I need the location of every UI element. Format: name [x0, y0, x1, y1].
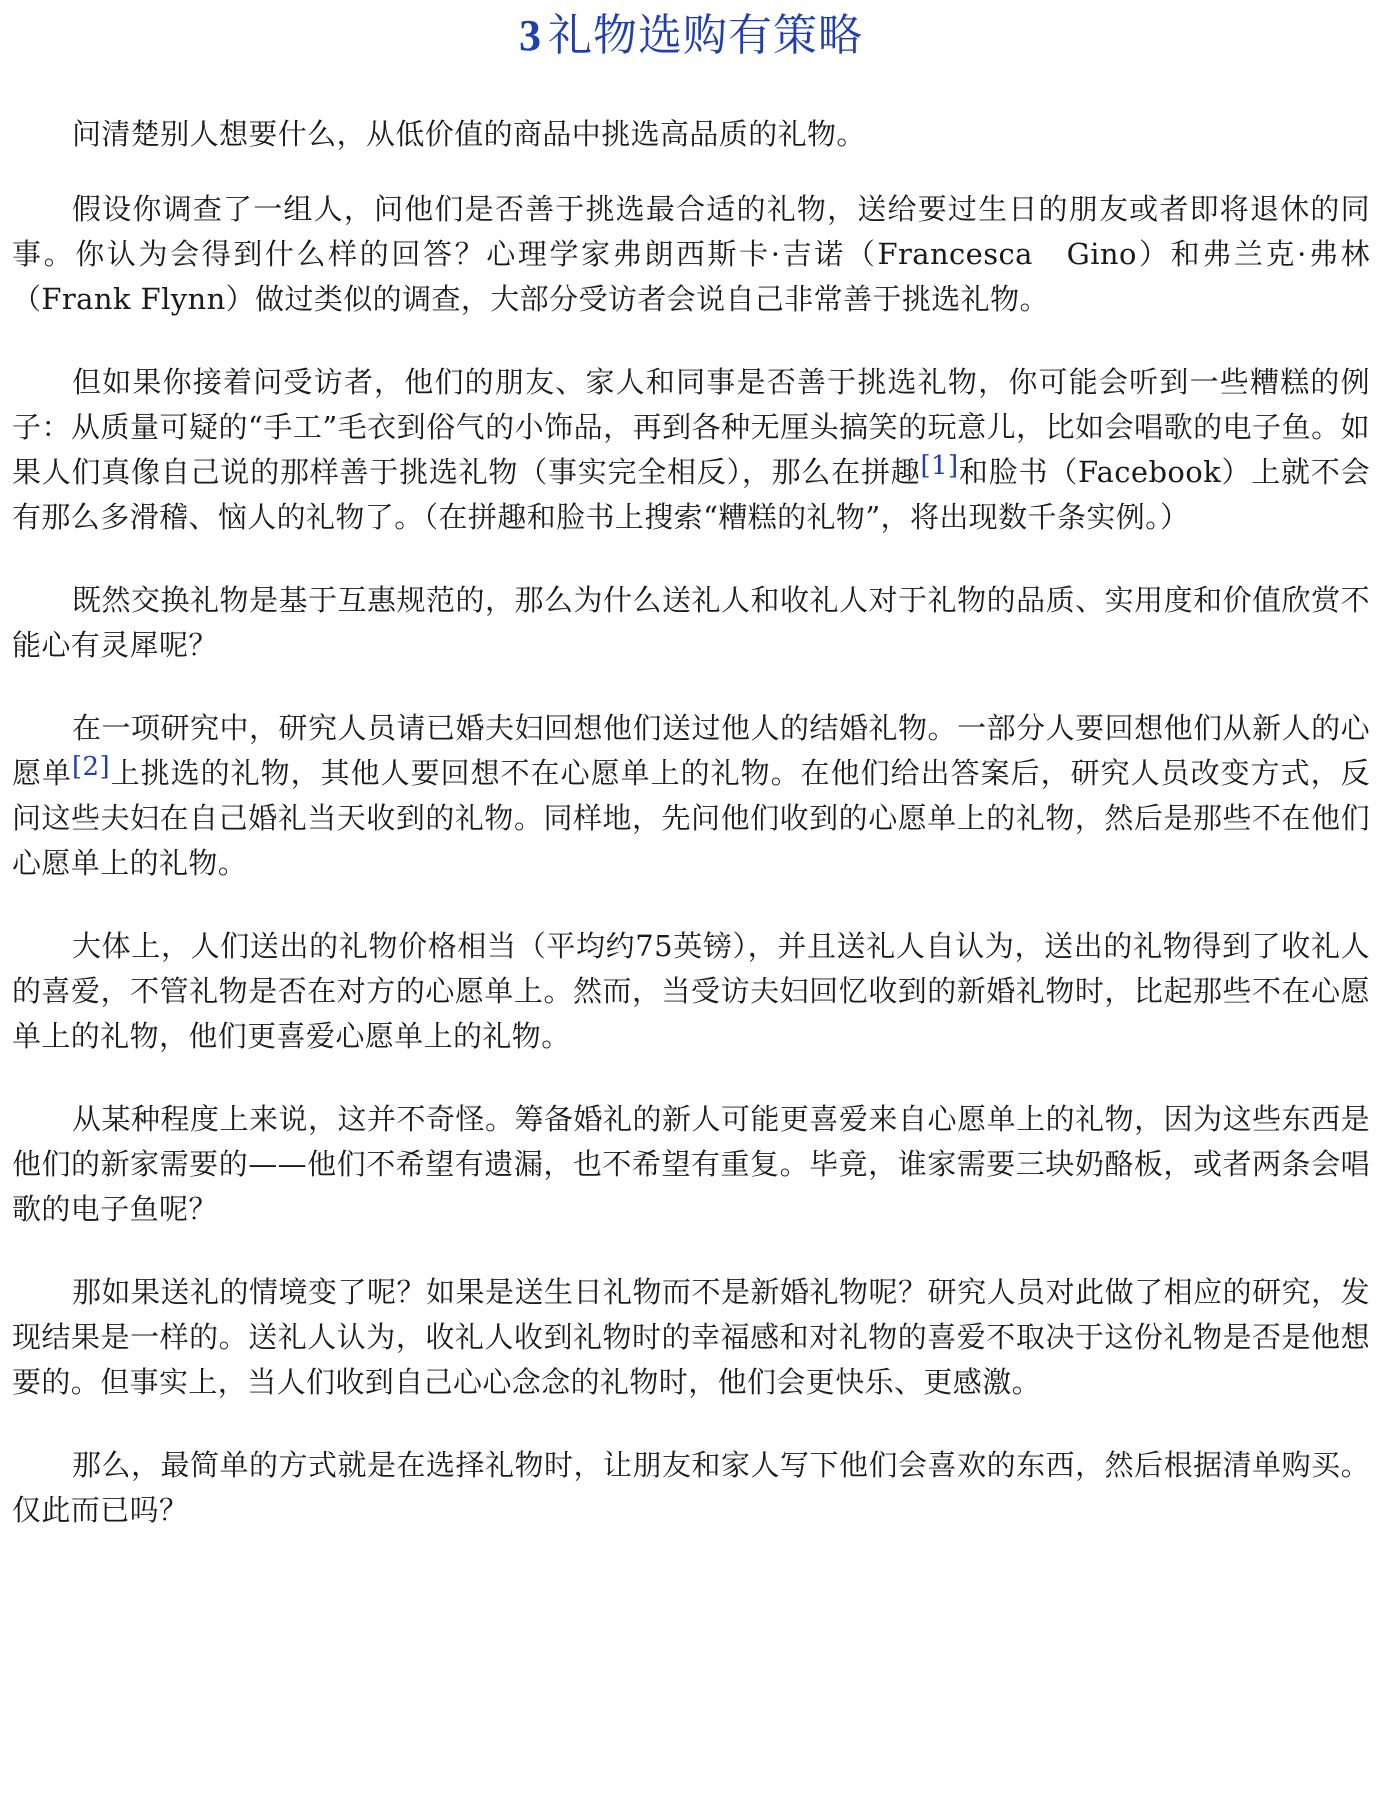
paragraph-survey: 假设你调查了一组人，问他们是否善于挑选最合适的礼物，送给要过生日的朋友或者即将退休的同事。你认为会得到什么样的回答？心理学家弗朗西斯卡·吉诺（Francesca Gino）和弗兰克·弗林（Frank Flynn）做过类似的调查，大部分受访者会说自己非常善于挑选礼物。 [12, 192, 1370, 316]
book-page [12, 0, 1371, 1527]
lead-paragraph: 问清楚别人想要什么，从低价值的商品中挑选高品质的礼物。 [72, 117, 866, 151]
chapter-title-text: 礼物选购有策略 [548, 10, 863, 61]
footnote-link-2[interactable]: [2] [72, 752, 111, 782]
paragraph-wedding-study-text-b: 上挑选的礼物，其他人要回想不在心愿单上的礼物。在他们给出答案后，研究人员改变方式，反问这些夫妇在自己婚礼当天收到的礼物。同样地，先问他们收到的心愿单上的礼物，然后是那些不在他们心愿单上的礼物。 [12, 756, 1370, 880]
paragraph-results: 大体上，人们送出的礼物价格相当（平均约75英镑），并且送礼人自认为，送出的礼物得到了收礼人的喜爱，不管礼物是否在对方的心愿单上。然而，当受访夫妇回忆收到的新婚礼物时，比起那些不在心愿单上的礼物，他们更喜爱心愿单上的礼物。 [12, 929, 1370, 1053]
paragraph-wedding-study-text-a: 在一项研究中，研究人员请已婚夫妇回想他们送过他人的结婚礼物。一部分人要回想他们从新人的心愿单 [12, 711, 1370, 790]
footnote-link-1[interactable]: [1] [920, 451, 959, 481]
chapter-body [12, 112, 1370, 1571]
paragraph-reciprocity: 既然交换礼物是基于互惠规范的，那么为什么送礼人和收礼人对于礼物的品质、实用度和价值欣赏不能心有灵犀呢？ [12, 583, 1370, 662]
chapter-number: 3 [519, 11, 542, 60]
paragraph-birthday: 那如果送礼的情境变了呢？如果是送生日礼物而不是新婚礼物呢？研究人员对此做了相应的研究，发现结果是一样的。送礼人认为，收礼人收到礼物时的幸福感和对礼物的喜爱不取决于这份礼物是否是他想要的。但事实上，当人们收到自己心心念念的礼物时，他们会更快乐、更感激。 [12, 1275, 1370, 1399]
paragraph-bad-gifts-text-b: 和脸书（Facebook）上就不会有那么多滑稽、恼人的礼物了。（在拼趣和脸书上搜索“糟糕的礼物”，将出现数千条实例。） [12, 455, 1370, 534]
paragraph-bad-gifts [12, 360, 1370, 540]
paragraph-conclusion: 那么，最简单的方式就是在选择礼物时，让朋友和家人写下他们会喜欢的东西，然后根据清单购买。仅此而已吗？ [12, 1448, 1370, 1527]
paragraph-not-surprising: 从某种程度上来说，这并不奇怪。筹备婚礼的新人可能更喜爱来自心愿单上的礼物，因为这些东西是他们的新家需要的——他们不希望有遗漏，也不希望有重复。毕竟，谁家需要三块奶酪板，或者两条会唱歌的电子鱼呢？ [12, 1102, 1370, 1226]
chapter-title [12, 10, 1370, 64]
paragraph-wedding-study [12, 706, 1370, 886]
paragraph-bad-gifts-text-a: 但如果你接着问受访者，他们的朋友、家人和同事是否善于挑选礼物，你可能会听到一些糟糕的例子：从质量可疑的“手工”毛衣到俗气的小饰品，再到各种无厘头搞笑的玩意儿，比如会唱歌的电子鱼。如果人们真像自己说的那样善于挑选礼物（事实完全相反），那么在拼趣 [12, 365, 1371, 489]
